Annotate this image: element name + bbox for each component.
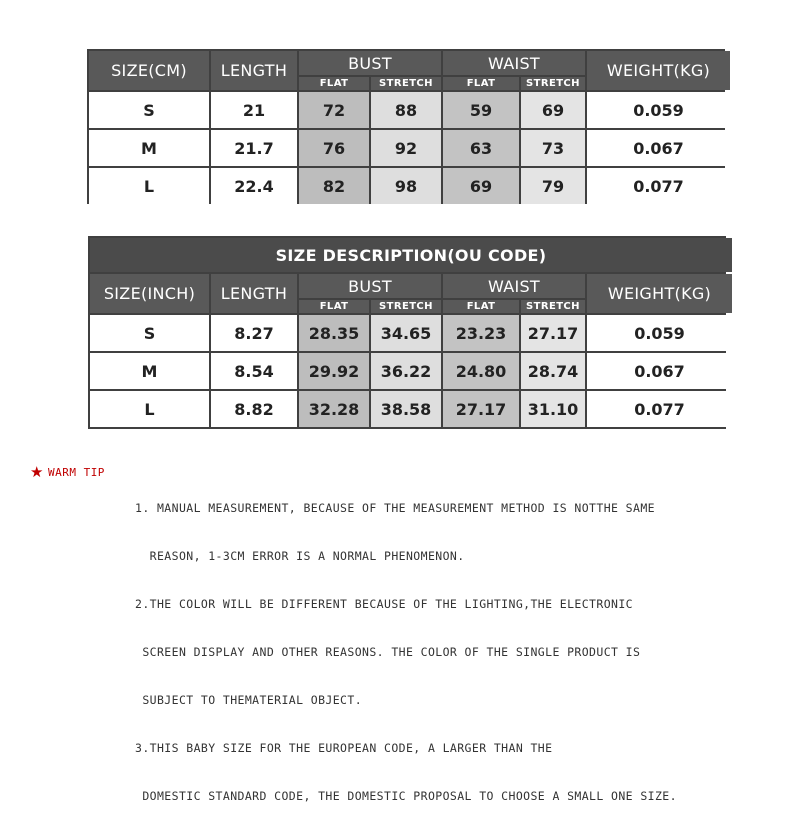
cell-size: S [90,315,209,351]
cell-length: 8.82 [211,391,297,427]
note-line: SCREEN DISPLAY AND OTHER REASONS. THE COLOR OF THE SINGLE PRODUCT IS [135,645,641,659]
cell-bust-flat: 28.35 [299,315,369,351]
cell-bust-flat: 76 [299,130,369,166]
subheader-waist-stretch: STRETCH [521,300,585,313]
warm-tip-notes [135,468,785,820]
cell-bust-flat: 32.28 [299,391,369,427]
cell-waist-flat: 63 [443,130,519,166]
subheader-bust-stretch: STRETCH [371,300,441,313]
subheader-bust-flat: FLAT [299,77,369,90]
cell-waist-flat: 24.80 [443,353,519,389]
size-table-cm [87,49,725,204]
cell-waist-flat: 69 [443,168,519,204]
subheader-bust-stretch: STRETCH [371,77,441,90]
cell-weight: 0.077 [587,168,730,204]
cell-bust-stretch: 88 [371,92,441,128]
cell-length: 8.54 [211,353,297,389]
cell-weight: 0.067 [587,130,730,166]
cell-size: S [89,92,209,128]
cell-size: M [90,353,209,389]
header-waist: WAIST [443,51,585,75]
note-line: DOMESTIC STANDARD CODE, THE DOMESTIC PROPOSAL TO CHOOSE A SMALL ONE SIZE. [135,789,677,803]
warm-tip-text: WARM TIP [47,465,105,479]
note-line: 3.THIS BABY SIZE FOR THE EUROPEAN CODE, A LARGER THAN THE [135,741,553,755]
warm-tip-label [30,463,105,481]
header-size: SIZE(INCH) [90,274,209,313]
cell-waist-flat: 59 [443,92,519,128]
cell-waist-stretch: 73 [521,130,585,166]
cell-length: 8.27 [211,315,297,351]
header-size: SIZE(CM) [89,51,209,90]
note-line: 1. MANUAL MEASUREMENT, BECAUSE OF THE MEASUREMENT METHOD IS NOTTHE SAME [135,501,655,515]
cell-bust-stretch: 92 [371,130,441,166]
note-line: REASON, 1-3CM ERROR IS A NORMAL PHENOMENON. [135,549,465,563]
header-weight: WEIGHT(KG) [587,51,730,90]
star-icon: ★ [30,463,44,481]
note-line: SUBJECT TO THEMATERIAL OBJECT. [135,693,363,707]
subheader-waist-stretch: STRETCH [521,77,585,90]
cell-bust-stretch: 98 [371,168,441,204]
cell-waist-flat: 23.23 [443,315,519,351]
cell-weight: 0.059 [587,92,730,128]
header-weight: WEIGHT(KG) [587,274,732,313]
cell-bust-stretch: 34.65 [371,315,441,351]
cell-bust-flat: 72 [299,92,369,128]
header-bust: BUST [299,274,441,298]
header-waist: WAIST [443,274,585,298]
cell-waist-stretch: 27.17 [521,315,585,351]
cell-bust-flat: 82 [299,168,369,204]
cell-length: 22.4 [211,168,297,204]
subheader-waist-flat: FLAT [443,300,519,313]
cell-waist-flat: 27.17 [443,391,519,427]
cell-bust-stretch: 36.22 [371,353,441,389]
note-line: 2.THE COLOR WILL BE DIFFERENT BECAUSE OF THE LIGHTING,THE ELECTRONIC [135,597,634,611]
subheader-waist-flat: FLAT [443,77,519,90]
cell-waist-stretch: 28.74 [521,353,585,389]
cell-size: M [89,130,209,166]
cell-bust-flat: 29.92 [299,353,369,389]
header-length: LENGTH [211,274,297,313]
header-length: LENGTH [211,51,297,90]
subheader-bust-flat: FLAT [299,300,369,313]
cell-weight: 0.059 [587,315,732,351]
table-title: SIZE DESCRIPTION(OU CODE) [90,238,732,272]
cell-waist-stretch: 79 [521,168,585,204]
cell-waist-stretch: 31.10 [521,391,585,427]
cell-size: L [90,391,209,427]
cell-weight: 0.067 [587,353,732,389]
cell-bust-stretch: 38.58 [371,391,441,427]
cell-length: 21 [211,92,297,128]
cell-weight: 0.077 [587,391,732,427]
cell-waist-stretch: 69 [521,92,585,128]
cell-length: 21.7 [211,130,297,166]
cell-size: L [89,168,209,204]
header-bust: BUST [299,51,441,75]
size-table-inch [88,236,726,429]
